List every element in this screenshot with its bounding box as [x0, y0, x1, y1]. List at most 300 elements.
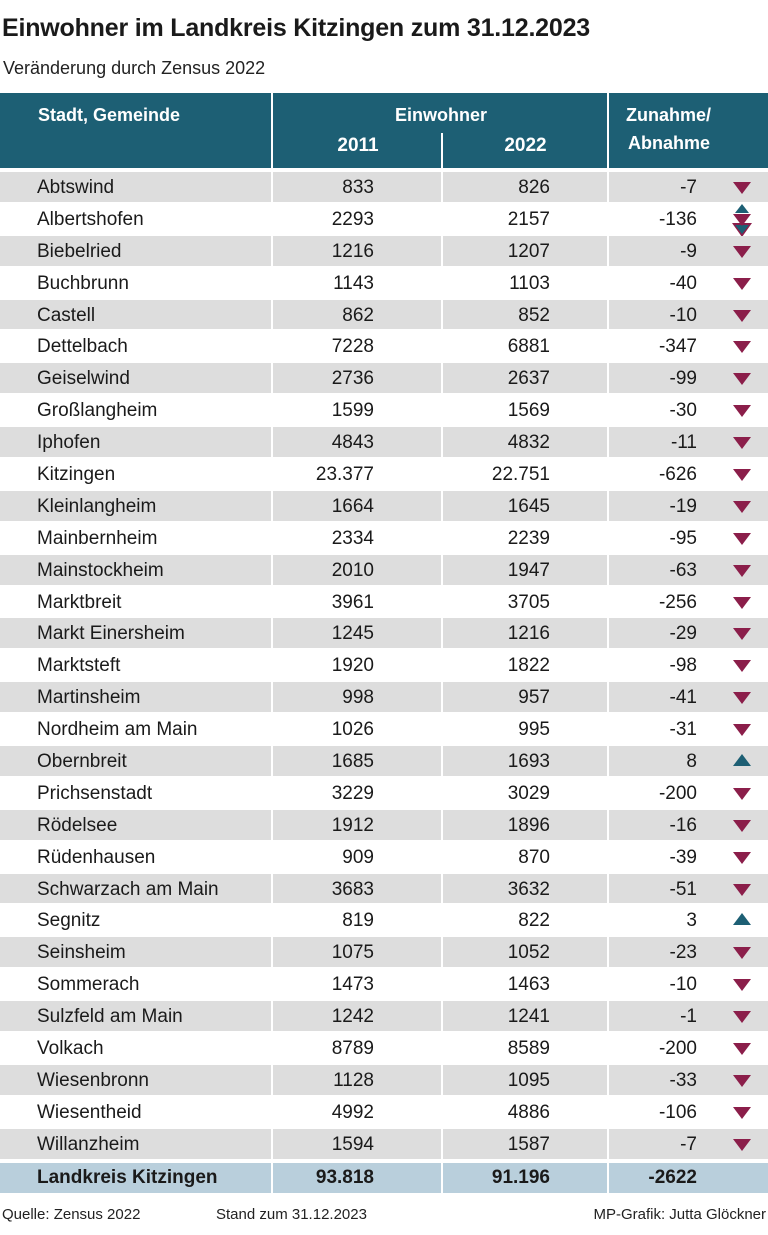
cell-2011: 23.377	[315, 464, 374, 486]
cell-name: Schwarzach am Main	[37, 878, 219, 900]
column-divider	[271, 1128, 273, 1160]
cell-2011: 1242	[331, 1006, 374, 1028]
table-row	[0, 426, 768, 458]
header-change-line1: Zunahme/	[626, 105, 712, 125]
table-row	[0, 617, 768, 649]
column-divider	[607, 809, 609, 841]
column-divider	[441, 745, 443, 777]
cell-name: Willanzheim	[37, 1133, 140, 1155]
decrease-triangle-icon	[733, 501, 751, 513]
cell-2022: 870	[518, 846, 550, 868]
decrease-triangle-icon	[733, 979, 751, 991]
column-divider	[607, 426, 609, 458]
cell-name: Buchbrunn	[37, 272, 129, 294]
cell-2011: 2736	[331, 368, 374, 390]
cell-2022: 1569	[507, 400, 550, 422]
cell-2022: 22.751	[491, 464, 550, 486]
cell-change: -256	[658, 591, 697, 613]
column-divider	[441, 777, 443, 809]
cell-2011: 7228	[331, 336, 374, 358]
cell-2011: 8789	[331, 1038, 374, 1060]
column-divider	[441, 713, 443, 745]
cell-change: 8	[686, 751, 697, 773]
column-divider	[271, 777, 273, 809]
column-divider	[271, 362, 273, 394]
cell-2011: 909	[342, 846, 374, 868]
cell-name: Dettelbach	[37, 336, 128, 358]
column-divider	[607, 1096, 609, 1128]
decrease-triangle-icon	[733, 437, 751, 449]
cell-2022: 4886	[507, 1101, 550, 1123]
table-row	[0, 171, 768, 203]
table-row	[0, 203, 768, 235]
header-divider	[607, 93, 609, 168]
decrease-triangle-icon	[733, 852, 751, 864]
cell-2022: 3029	[507, 782, 550, 804]
cell-2011: 1685	[331, 751, 374, 773]
header-year-2011: 2011	[337, 135, 379, 156]
cell-change: -1	[680, 1006, 697, 1028]
header-change-line2: Abnahme	[628, 133, 711, 153]
cell-2011: 2334	[331, 527, 374, 549]
cell-change: -51	[669, 878, 697, 900]
column-divider	[441, 330, 443, 362]
cell-change: -7	[680, 177, 697, 198]
column-divider	[607, 394, 609, 426]
column-divider	[607, 235, 609, 267]
column-divider	[607, 1032, 609, 1064]
column-divider	[441, 1096, 443, 1128]
decrease-triangle-icon	[733, 1139, 751, 1151]
cell-name: Wiesenbronn	[37, 1069, 149, 1091]
cell-change: -136	[658, 208, 697, 230]
cell-change: -41	[669, 687, 697, 709]
column-divider	[441, 203, 443, 235]
cell-2011: 1473	[331, 974, 374, 996]
cell-change: -23	[669, 942, 697, 964]
cell-change: -40	[669, 272, 697, 294]
cell-2011: 4843	[331, 432, 374, 454]
column-divider	[607, 1064, 609, 1096]
decrease-triangle-icon	[733, 533, 751, 545]
table-row	[0, 873, 768, 905]
column-divider	[607, 586, 609, 618]
column-divider	[441, 649, 443, 681]
header-name: Stadt, Gemeinde	[38, 105, 181, 125]
cell-change: -33	[669, 1069, 697, 1091]
cell-2022: 8589	[507, 1038, 550, 1060]
total-name: Landkreis Kitzingen	[37, 1167, 218, 1188]
decrease-triangle-icon	[733, 1075, 751, 1087]
column-divider	[441, 299, 443, 331]
column-divider	[271, 1096, 273, 1128]
column-divider	[271, 267, 273, 299]
column-divider	[271, 1000, 273, 1032]
column-divider	[607, 1128, 609, 1160]
column-divider	[271, 809, 273, 841]
cell-2022: 1693	[507, 751, 550, 773]
column-divider	[441, 171, 443, 203]
cell-name: Marktbreit	[37, 591, 122, 613]
cell-2022: 1052	[507, 942, 550, 964]
cell-2022: 1207	[507, 240, 550, 262]
column-divider	[441, 617, 443, 649]
cell-2022: 1645	[507, 495, 550, 517]
cell-2022: 957	[518, 687, 550, 709]
row-background	[0, 905, 768, 935]
column-divider	[607, 554, 609, 586]
table-row	[0, 458, 768, 490]
cell-2011: 1912	[331, 814, 374, 836]
cell-change: -10	[669, 974, 697, 996]
footer-credit: MP-Grafik: Jutta Glöckner	[593, 1206, 766, 1223]
table-row	[0, 681, 768, 713]
cell-name: Sommerach	[37, 974, 140, 996]
cell-2011: 819	[342, 910, 374, 932]
cell-name: Albertshofen	[37, 208, 144, 230]
table-row	[0, 968, 768, 1000]
column-divider	[607, 362, 609, 394]
column-divider	[607, 936, 609, 968]
table-header	[0, 93, 768, 168]
column-divider	[271, 426, 273, 458]
decrease-triangle-icon	[733, 1107, 751, 1119]
cell-change: -7	[680, 1133, 697, 1155]
cell-name: Rüdenhausen	[37, 846, 156, 868]
column-divider	[607, 713, 609, 745]
column-divider	[271, 330, 273, 362]
cell-change: -19	[669, 495, 697, 517]
column-divider	[441, 1032, 443, 1064]
table-row	[0, 745, 768, 777]
table-row	[0, 777, 768, 809]
decrease-triangle-icon	[733, 884, 751, 896]
decrease-triangle-icon	[733, 246, 751, 258]
increase-triangle-icon	[733, 913, 751, 925]
cell-change: 3	[686, 910, 697, 932]
column-divider	[441, 681, 443, 713]
column-divider	[607, 203, 609, 235]
column-divider	[607, 458, 609, 490]
cell-2022: 1463	[507, 974, 550, 996]
column-divider	[271, 458, 273, 490]
table-body	[0, 171, 768, 1160]
cell-2022: 1095	[507, 1069, 550, 1091]
cell-2011: 4992	[331, 1101, 374, 1123]
header-year-2022: 2022	[504, 135, 547, 156]
column-divider	[441, 362, 443, 394]
column-divider	[607, 617, 609, 649]
column-divider	[271, 617, 273, 649]
column-divider	[441, 394, 443, 426]
decrease-triangle-icon	[733, 373, 751, 385]
cell-name: Wiesentheid	[37, 1101, 142, 1123]
cell-2011: 1128	[333, 1069, 374, 1091]
cell-2022: 822	[518, 910, 550, 932]
table-row	[0, 299, 768, 331]
column-divider	[271, 490, 273, 522]
column-divider	[441, 1163, 443, 1193]
cell-change: -39	[669, 846, 697, 868]
page-subtitle: Veränderung durch Zensus 2022	[3, 58, 266, 78]
cell-name: Mainstockheim	[37, 559, 164, 581]
column-divider	[607, 904, 609, 936]
cell-change: -29	[669, 623, 697, 645]
cell-2011: 2010	[331, 559, 374, 581]
cell-name: Kitzingen	[37, 464, 116, 486]
row-background	[0, 1033, 768, 1063]
column-divider	[271, 1163, 273, 1193]
total-row	[0, 1163, 768, 1193]
table-row	[0, 713, 768, 745]
column-divider	[271, 394, 273, 426]
cell-name: Seinsheim	[37, 942, 126, 964]
cell-change: -200	[658, 782, 697, 804]
cell-change: -63	[669, 559, 697, 581]
cell-2011: 3683	[331, 878, 374, 900]
cell-change: -626	[658, 464, 697, 486]
cell-2011: 2293	[331, 208, 374, 230]
decrease-triangle-icon	[733, 310, 751, 322]
cell-2011: 3229	[331, 782, 374, 804]
column-divider	[441, 267, 443, 299]
cell-change: -95	[669, 527, 697, 549]
column-divider	[271, 904, 273, 936]
cell-2011: 1594	[331, 1133, 374, 1155]
table-row	[0, 1096, 768, 1128]
cell-name: Rödelsee	[37, 814, 118, 836]
cell-2022: 1896	[507, 814, 550, 836]
column-divider	[441, 1064, 443, 1096]
table-row	[0, 1064, 768, 1096]
column-divider	[607, 745, 609, 777]
decrease-triangle-icon	[733, 1043, 751, 1055]
cell-2011: 1599	[331, 400, 374, 422]
decrease-triangle-icon	[733, 214, 751, 226]
decrease-triangle-icon	[733, 597, 751, 609]
column-divider	[607, 968, 609, 1000]
column-divider	[271, 1064, 273, 1096]
cell-2022: 1822	[507, 655, 550, 677]
decrease-triangle-icon	[733, 820, 751, 832]
column-divider	[607, 1163, 609, 1193]
column-divider	[271, 713, 273, 745]
header-divider	[441, 133, 443, 168]
decrease-triangle-icon	[733, 278, 751, 290]
table-row	[0, 1000, 768, 1032]
page-title: Einwohner im Landkreis Kitzingen zum 31.12.2023	[2, 14, 591, 42]
table-row	[0, 936, 768, 968]
decrease-triangle-icon	[733, 182, 751, 194]
cell-name: Castell	[37, 304, 96, 326]
column-divider	[441, 490, 443, 522]
column-divider	[607, 267, 609, 299]
column-divider	[271, 936, 273, 968]
footer-date: Stand zum 31.12.2023	[216, 1206, 367, 1223]
cell-name: Marktsteft	[37, 655, 121, 677]
cell-2011: 862	[342, 304, 374, 326]
cell-name: Obernbreit	[37, 751, 127, 773]
cell-change: -10	[669, 304, 697, 326]
cell-change: -99	[669, 368, 697, 390]
cell-2011: 1075	[331, 942, 374, 964]
column-divider	[441, 1000, 443, 1032]
column-divider	[271, 968, 273, 1000]
cell-2022: 2637	[507, 368, 550, 390]
decrease-triangle-icon	[733, 947, 751, 959]
cell-change: -106	[658, 1101, 697, 1123]
column-divider	[441, 235, 443, 267]
cell-2022: 995	[518, 719, 550, 741]
decrease-triangle-icon	[733, 788, 751, 800]
row-background	[0, 459, 768, 489]
cell-change: -98	[669, 655, 697, 677]
cell-name: Großlangheim	[37, 400, 158, 422]
header-divider	[271, 93, 273, 168]
column-divider	[441, 586, 443, 618]
total-2011: 93.818	[315, 1167, 374, 1188]
column-divider	[441, 936, 443, 968]
decrease-triangle-icon	[733, 724, 751, 736]
column-divider	[607, 171, 609, 203]
cell-2022: 3632	[507, 878, 550, 900]
decrease-triangle-icon	[733, 692, 751, 704]
cell-2011: 1026	[331, 719, 374, 741]
cell-name: Sulzfeld am Main	[37, 1006, 183, 1028]
cell-name: Geiselwind	[37, 368, 130, 390]
cell-2022: 852	[518, 304, 550, 326]
cell-name: Volkach	[37, 1038, 104, 1060]
cell-name: Mainbernheim	[37, 527, 158, 549]
column-divider	[607, 649, 609, 681]
cell-name: Nordheim am Main	[37, 719, 198, 741]
column-divider	[271, 681, 273, 713]
decrease-triangle-icon	[733, 341, 751, 353]
cell-name: Martinsheim	[37, 687, 141, 709]
column-divider	[271, 586, 273, 618]
column-divider	[441, 426, 443, 458]
table-row	[0, 330, 768, 362]
cell-2011: 1920	[331, 655, 374, 677]
column-divider	[441, 841, 443, 873]
table-row	[0, 586, 768, 618]
column-divider	[271, 171, 273, 203]
cell-name: Iphofen	[37, 432, 101, 454]
column-divider	[441, 873, 443, 905]
row-background	[0, 172, 768, 202]
row-background	[0, 427, 768, 457]
cell-change: -200	[658, 1038, 697, 1060]
header-einwohner: Einwohner	[394, 105, 487, 125]
decrease-triangle-icon	[733, 628, 751, 640]
cell-2022: 6881	[507, 336, 550, 358]
table-row	[0, 394, 768, 426]
table-row	[0, 490, 768, 522]
cell-change: -11	[670, 432, 697, 454]
total-change: -2622	[648, 1167, 697, 1188]
column-divider	[441, 968, 443, 1000]
cell-2022: 826	[518, 177, 550, 198]
table-row	[0, 1128, 768, 1160]
total-2022: 91.196	[491, 1167, 550, 1188]
column-divider	[271, 841, 273, 873]
cell-2022: 2239	[507, 527, 550, 549]
table-row	[0, 267, 768, 299]
cell-change: -16	[669, 814, 697, 836]
column-divider	[441, 1128, 443, 1160]
footer-source: Quelle: Zensus 2022	[2, 1206, 141, 1223]
cell-name: Prichsenstadt	[37, 782, 153, 804]
column-divider	[607, 1000, 609, 1032]
decrease-triangle-icon	[733, 405, 751, 417]
column-divider	[441, 522, 443, 554]
column-divider	[441, 554, 443, 586]
cell-2022: 3705	[507, 591, 550, 613]
column-divider	[271, 235, 273, 267]
column-divider	[607, 681, 609, 713]
table-row	[0, 809, 768, 841]
cell-2022: 1587	[507, 1133, 550, 1155]
column-divider	[271, 203, 273, 235]
cell-name: Abtswind	[37, 177, 115, 198]
table-row	[0, 554, 768, 586]
table-row	[0, 841, 768, 873]
table-row	[0, 649, 768, 681]
cell-2011: 1664	[331, 495, 374, 517]
cell-2011: 998	[342, 687, 374, 709]
cell-change: -30	[669, 400, 697, 422]
column-divider	[607, 777, 609, 809]
cell-2011: 1143	[333, 272, 374, 294]
cell-2022: 1947	[507, 559, 550, 581]
column-divider	[271, 299, 273, 331]
column-divider	[441, 809, 443, 841]
column-divider	[607, 299, 609, 331]
cell-2022: 4832	[507, 432, 550, 454]
column-divider	[271, 745, 273, 777]
column-divider	[441, 904, 443, 936]
cell-2011: 1216	[331, 240, 374, 262]
table-row	[0, 904, 768, 936]
cell-name: Segnitz	[37, 910, 101, 932]
column-divider	[607, 490, 609, 522]
cell-2022: 1241	[507, 1006, 550, 1028]
row-background	[0, 300, 768, 330]
cell-change: -347	[658, 336, 697, 358]
cell-2022: 1103	[509, 272, 550, 294]
cell-name: Biebelried	[37, 240, 122, 262]
table-row	[0, 362, 768, 394]
table-row	[0, 235, 768, 267]
increase-triangle-icon	[733, 754, 751, 766]
decrease-triangle-icon	[733, 1011, 751, 1023]
decrease-triangle-icon	[733, 565, 751, 577]
column-divider	[271, 649, 273, 681]
column-divider	[271, 554, 273, 586]
column-divider	[607, 873, 609, 905]
cell-2011: 1245	[331, 623, 374, 645]
table-row	[0, 1032, 768, 1064]
table-row	[0, 522, 768, 554]
cell-2022: 1216	[507, 623, 550, 645]
decrease-triangle-icon	[733, 660, 751, 672]
cell-change: -31	[669, 719, 697, 741]
column-divider	[271, 522, 273, 554]
cell-2011: 3961	[331, 591, 374, 613]
column-divider	[607, 841, 609, 873]
cell-2022: 2157	[507, 208, 550, 230]
column-divider	[441, 458, 443, 490]
